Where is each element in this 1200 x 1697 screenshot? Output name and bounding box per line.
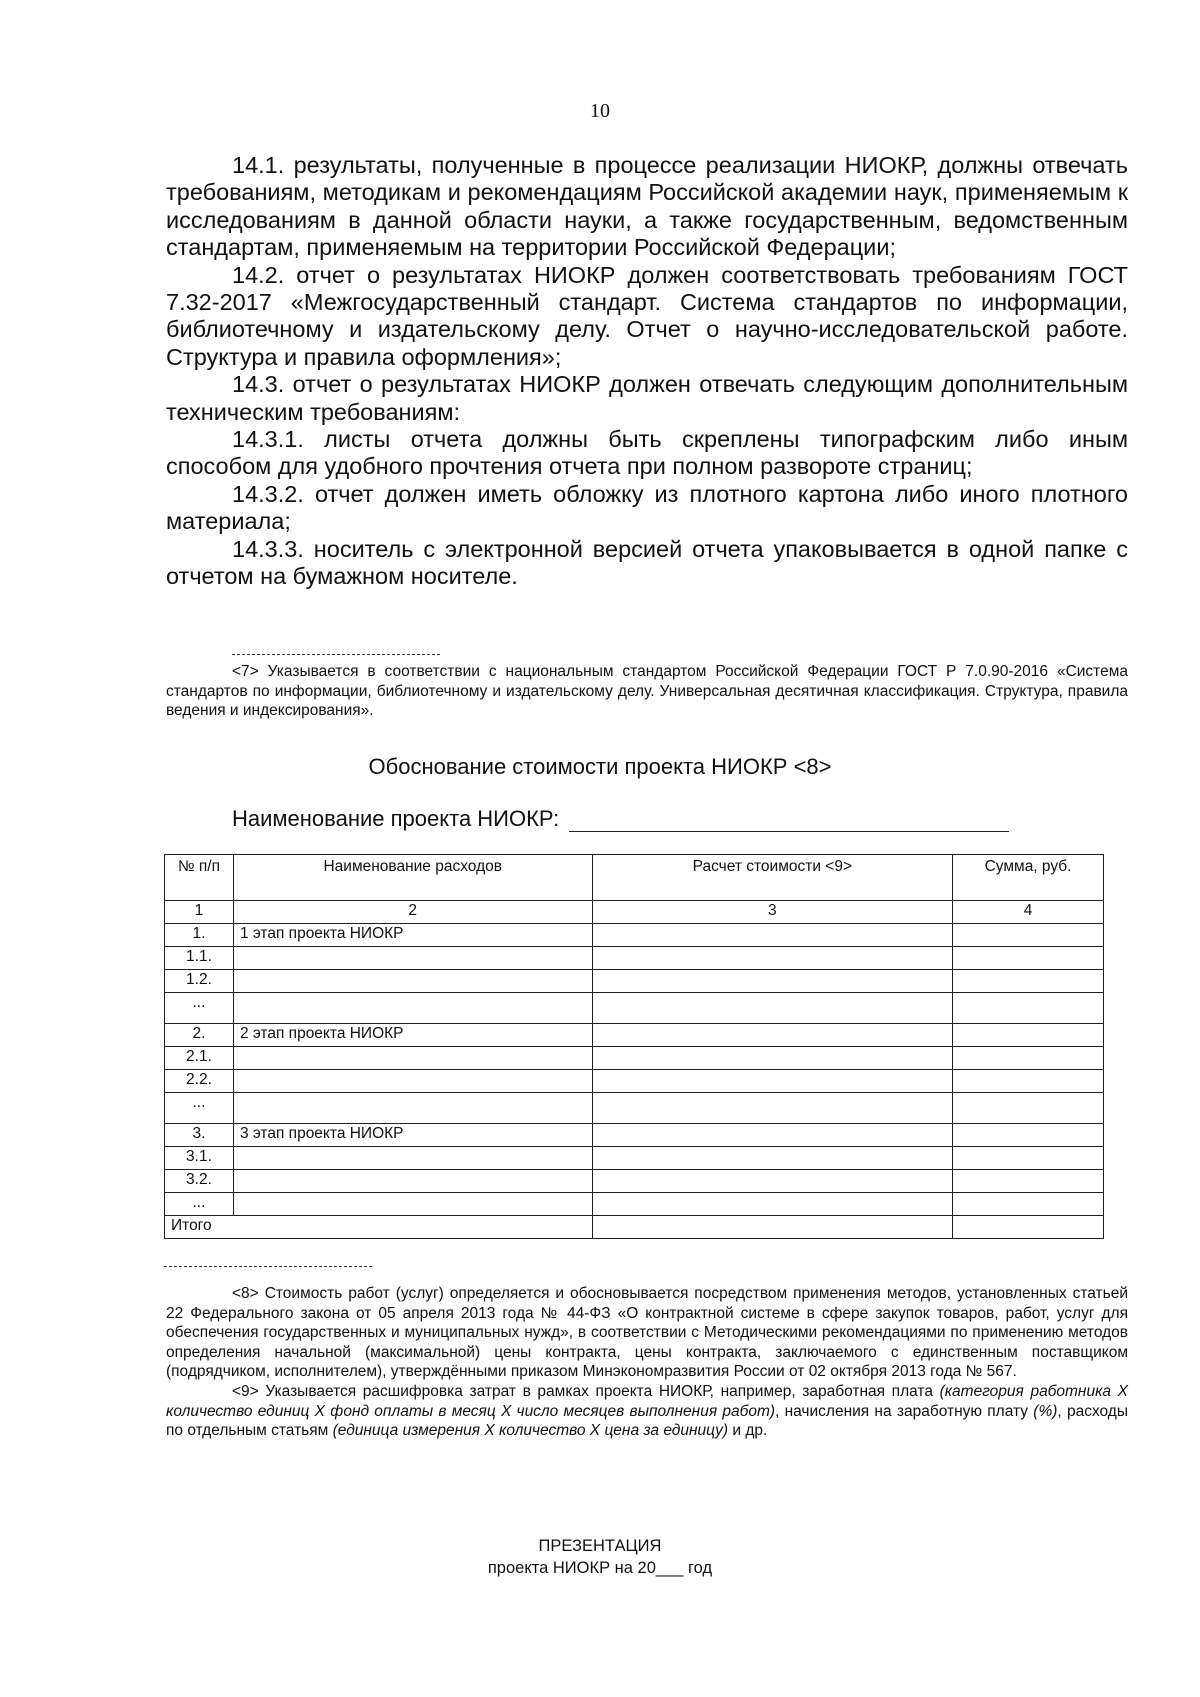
expense-name [233,1193,592,1216]
header-expense-name: Наименование расходов [233,855,592,901]
amount-cell [953,1093,1104,1124]
row-number: 2.2. [165,1070,234,1093]
expense-name [233,970,592,993]
header-cost-calculation: Расчет стоимости <9> [592,855,953,901]
cost-calculation-cell [592,924,953,947]
clause-14-3: 14.3. отчет о результатах НИОКР должен отвечать следующим дополнительным техническим требованиям: [166,371,1128,425]
header-number: № п/п [165,855,234,901]
cost-calculation-cell [592,993,953,1024]
amount-cell [953,1047,1104,1070]
row-number: 2. [165,1024,234,1047]
amount-cell [953,1193,1104,1216]
table-row [165,1093,1104,1124]
total-row [165,1216,1104,1239]
cost-calculation-cell [592,1216,953,1239]
column-number: 1 [165,901,234,924]
footnote-8: <8> Стоимость работ (услуг) определяется и обосновывается посредством применения методов, установленных статьей 22 Федерального закона от 05 апреля 2013 года № 44-ФЗ «О контрактной системе в сфере закупок товаров, работ, услуг для обеспечения государственных и муниципальных нужд», в соответствии с Методическими рекомендациями по применению методов определения начальной (максимальной) цены контракта, цены контракта, заключаемого с единственным поставщиком (подрядчиком, исполнителем), утверждёнными приказом Минэкономразвития России от 02 октября 2013 года № 567. [166,1285,1128,1381]
column-number-row [165,901,1104,924]
expense-name: 2 этап проекта НИОКР [233,1024,592,1047]
table-body [165,924,1104,1239]
table-row [165,1070,1104,1093]
header-amount: Сумма, руб. [953,855,1104,901]
expense-name [233,1170,592,1193]
cost-calculation-cell [592,1093,953,1124]
row-number: 2.1. [165,1047,234,1070]
table-row [165,947,1104,970]
row-number: 3. [165,1124,234,1147]
column-number: 4 [953,901,1104,924]
table-row [165,1124,1104,1147]
expense-name: 1 этап проекта НИОКР [233,924,592,947]
presentation-block [0,1535,1200,1579]
footnotes-8-9 [166,1284,1128,1441]
expense-name: 3 этап проекта НИОКР [233,1124,592,1147]
clause-14-1: 14.1. результаты, полученные в процессе реализации НИОКР, должны отвечать требованиям, методикам и рекомендациям Российской академии наук, применяемым к исследованиям в данной области науки, а также государственным, ведомственным стандартам, применяемым на территории Российской Федерации; [166,152,1128,261]
row-number: 1.2. [165,970,234,993]
cost-table [164,854,1104,1239]
cost-calculation-cell [592,1147,953,1170]
table-row [165,993,1104,1024]
table-header-row [165,855,1104,901]
table-row [165,1193,1104,1216]
row-number: 1. [165,924,234,947]
footnote-separator [232,654,440,655]
project-name-blank [569,807,1009,832]
table-row [165,1147,1104,1170]
amount-cell [953,1024,1104,1047]
expense-name [233,1093,592,1124]
amount-cell [953,1216,1104,1239]
amount-cell [953,970,1104,993]
table-row [165,1170,1104,1193]
cost-heading: Обоснование стоимости проекта НИОКР <8> [368,754,832,779]
table-row [165,1024,1104,1047]
table-row [165,924,1104,947]
footnote-7: <7> Указывается в соответствии с национальным стандартом Российской Федерации ГОСТ Р 7.0.90-2016 «Система стандартов по информации, библиотечному и издательскому делу. Универсальная десятичная классификация. Структура, правила ведения и индексирования». [166,663,1128,720]
row-number: ... [165,1193,234,1216]
footnote-9: <9> Указывается расшифровка затрат в рамках проекта НИОКР, например, заработная плата (категория работника X количество единиц X фонд оплаты в месяц X число месяцев выполнения работ), начисления на заработную плату (%), расходы по отдельным статьям (единица измерения X количество X цена за единицу) и др. [166,1382,1128,1440]
cost-calculation-cell [592,1047,953,1070]
clause-14-3-2: 14.3.2. отчет должен иметь обложку из плотного картона либо иного плотного материала; [166,480,1128,535]
presentation-subtitle: проекта НИОКР на 20___ год [487,1559,713,1577]
cost-calculation-cell [592,1124,953,1147]
column-number: 2 [233,901,592,924]
requirements-text [166,152,1128,591]
row-number: 3.2. [165,1170,234,1193]
amount-cell [953,1170,1104,1193]
presentation-title: ПРЕЗЕНТАЦИЯ [538,1537,662,1555]
page-number: 10 [590,100,610,122]
row-number: 1.1. [165,947,234,970]
amount-cell [953,993,1104,1024]
cost-calculation-cell [592,1193,953,1216]
project-name-label: Наименование проекта НИОКР: [232,806,560,831]
amount-cell [953,1147,1104,1170]
amount-cell [953,1070,1104,1093]
row-number: ... [165,1093,234,1124]
project-name-line [232,806,1009,832]
table-row [165,1047,1104,1070]
cost-calculation-cell [592,970,953,993]
footnote-separator-2 [164,1266,372,1267]
total-label: Итого [165,1216,593,1239]
amount-cell [953,1124,1104,1147]
cost-calculation-cell [592,1070,953,1093]
row-number: 3.1. [165,1147,234,1170]
expense-name [233,947,592,970]
expense-name [233,993,592,1024]
amount-cell [953,947,1104,970]
cost-calculation-cell [592,947,953,970]
clause-14-3-3: 14.3.3. носитель с электронной версией отчета упаковывается в одной папке с отчетом на бумажном носителе. [166,535,1128,590]
table-row [165,970,1104,993]
cost-calculation-cell [592,1170,953,1193]
clause-14-2: 14.2. отчет о результатах НИОКР должен соответствовать требованиям ГОСТ 7.32-2017 «Межгосударственный стандарт. Система стандартов по информации, библиотечному и издательскому делу. Отчет о научно-исследовательской работе. Структура и правила оформления»; [166,261,1128,370]
expense-name [233,1147,592,1170]
expense-name [233,1070,592,1093]
column-number: 3 [592,901,953,924]
amount-cell [953,924,1104,947]
expense-name [233,1047,592,1070]
cost-calculation-cell [592,1024,953,1047]
clause-14-3-1: 14.3.1. листы отчета должны быть скреплены типографским либо иным способом для удобного прочтения отчета при полном развороте страниц; [166,426,1128,480]
row-number: ... [165,993,234,1024]
